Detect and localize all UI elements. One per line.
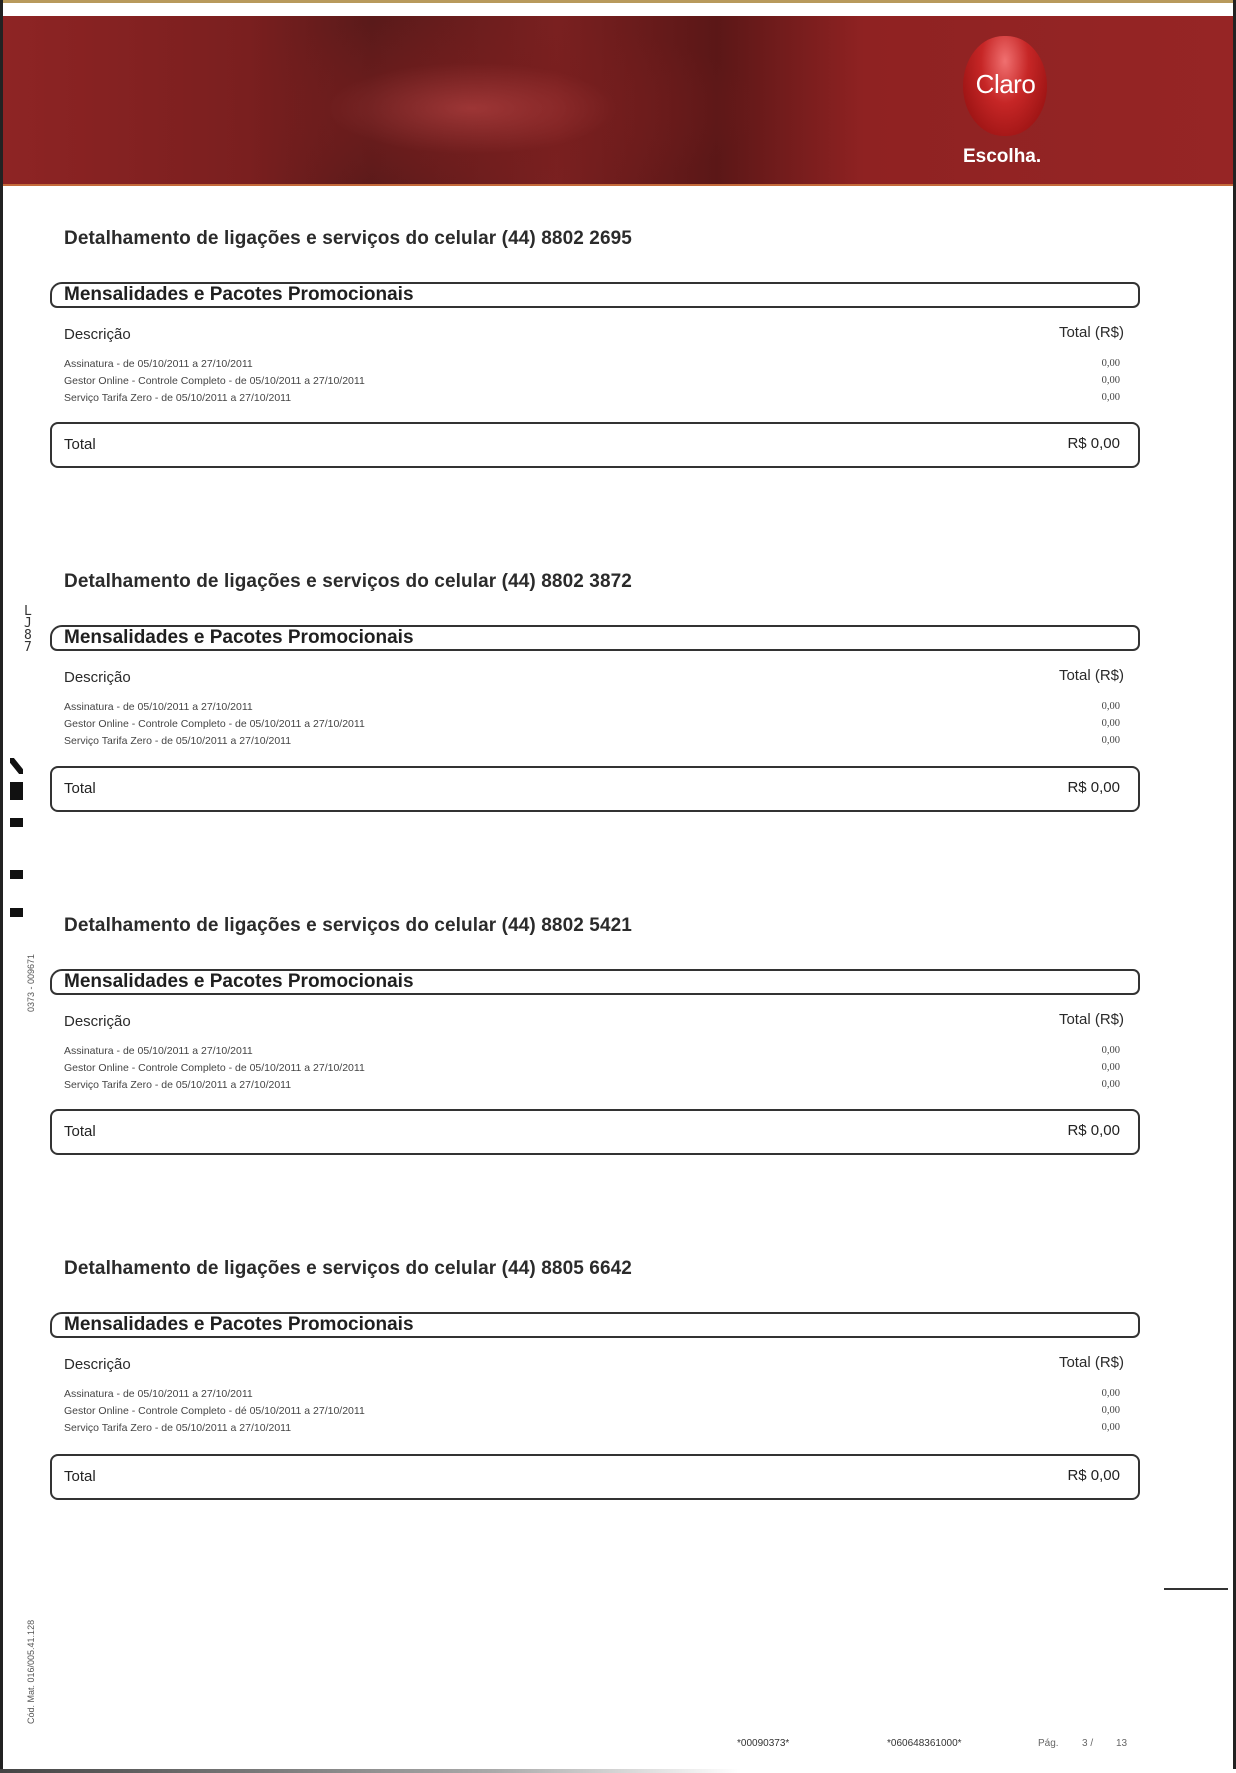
total-value: R$ 0,00 <box>1067 1467 1120 1484</box>
package-header-box <box>50 969 1140 995</box>
total-label: Total <box>64 436 96 453</box>
phone-number: (44) 8802 2695 <box>501 228 632 249</box>
item-value: 0,00 <box>1101 1405 1120 1416</box>
description-header: Descrição <box>64 1356 131 1373</box>
total-label: Total <box>64 1123 96 1140</box>
total-label: Total <box>64 1468 96 1485</box>
item-value: 0,00 <box>1101 718 1120 729</box>
total-value: R$ 0,00 <box>1067 1122 1120 1139</box>
item-value: 0,00 <box>1101 375 1120 386</box>
total-box <box>50 422 1140 468</box>
total-label: Total <box>64 780 96 797</box>
margin-mark <box>10 908 23 917</box>
package-title: Mensalidades e Pacotes Promocionais <box>64 284 414 305</box>
scan-top-edge <box>0 0 1236 3</box>
total-header: Total (R$) <box>1058 1354 1124 1371</box>
package-header-box <box>50 625 1140 651</box>
item-value: 0,00 <box>1101 1388 1120 1399</box>
item-value: 0,00 <box>1101 701 1120 712</box>
margin-mark <box>10 782 23 800</box>
item-description: Serviço Tarifa Zero - de 05/10/2011 a 27/10/2011 <box>64 392 292 404</box>
tagline: Escolha. <box>963 146 1042 167</box>
scan-left-edge <box>0 0 3 1773</box>
description-header: Descrição <box>64 326 131 343</box>
item-value: 0,00 <box>1101 1079 1120 1090</box>
total-header: Total (R$) <box>1058 667 1124 684</box>
total-header: Total (R$) <box>1058 324 1124 341</box>
item-value: 0,00 <box>1101 358 1120 369</box>
package-title: Mensalidades e Pacotes Promocionais <box>64 971 414 992</box>
section-title: Detalhamento de ligações e serviços do celular (44) 8802 3872 <box>64 571 632 592</box>
description-header: Descrição <box>64 669 131 686</box>
section-title: Detalhamento de ligações e serviços do celular (44) 8802 2695 <box>64 228 632 249</box>
item-description: Assinatura - de 05/10/2011 a 27/10/2011 <box>64 1388 253 1400</box>
footer-code-2: *060648361000* <box>887 1738 962 1749</box>
total-box <box>50 766 1140 812</box>
total-box <box>50 1109 1140 1155</box>
item-value: 0,00 <box>1101 1045 1120 1056</box>
header-banner <box>3 16 1233 186</box>
margin-mark <box>10 818 23 827</box>
package-header-box <box>50 1312 1140 1338</box>
total-header: Total (R$) <box>1058 1011 1124 1028</box>
total-box <box>50 1454 1140 1500</box>
total-value: R$ 0,00 <box>1067 435 1120 452</box>
logo-text: Claro <box>975 69 1036 99</box>
item-description: Assinatura - de 05/10/2011 a 27/10/2011 <box>64 701 253 713</box>
scan-bottom-edge <box>0 1769 1236 1773</box>
item-description: Gestor Online - Controle Completo - de 05/10/2011 a 27/10/2011 <box>64 1062 365 1074</box>
banner-photo <box>233 16 763 184</box>
margin-mark <box>10 870 23 879</box>
item-description: Gestor Online - Controle Completo - de 05/10/2011 a 27/10/2011 <box>64 375 365 387</box>
item-description: Assinatura - de 05/10/2011 a 27/10/2011 <box>64 358 253 370</box>
phone-number: (44) 8805 6642 <box>501 1258 632 1279</box>
page-total: 13 <box>1116 1738 1128 1749</box>
footer-code-1: *00090373* <box>737 1738 790 1749</box>
total-value: R$ 0,00 <box>1067 779 1120 796</box>
material-code: Cód. Mat. 016/005.41.128 <box>26 1619 36 1724</box>
package-title: Mensalidades e Pacotes Promocionais <box>64 1314 414 1335</box>
margin-rule <box>1164 1588 1228 1590</box>
item-value: 0,00 <box>1101 735 1120 746</box>
phone-number: (44) 8802 5421 <box>501 915 632 936</box>
margin-mark <box>10 758 23 774</box>
page-label: Pág. <box>1038 1738 1059 1749</box>
item-description: Gestor Online - Controle Completo - dé 05/10/2011 a 27/10/2011 <box>64 1405 365 1417</box>
item-description: Assinatura - de 05/10/2011 a 27/10/2011 <box>64 1045 253 1057</box>
item-value: 0,00 <box>1101 392 1120 403</box>
section-title: Detalhamento de ligações e serviços do celular (44) 8802 5421 <box>64 915 632 936</box>
item-description: Serviço Tarifa Zero - de 05/10/2011 a 27/10/2011 <box>64 735 292 747</box>
description-header: Descrição <box>64 1013 131 1030</box>
package-title: Mensalidades e Pacotes Promocionais <box>64 627 414 648</box>
section-title: Detalhamento de ligações e serviços do celular (44) 8805 6642 <box>64 1258 632 1279</box>
item-description: Gestor Online - Controle Completo - de 05/10/2011 a 27/10/2011 <box>64 718 365 730</box>
item-value: 0,00 <box>1101 1062 1120 1073</box>
margin-serial: 0373 - 009671 <box>26 953 36 1012</box>
page-current: 3 / <box>1082 1738 1094 1749</box>
margin-code: LJ87 <box>24 604 32 655</box>
item-description: Serviço Tarifa Zero - de 05/10/2011 a 27/10/2011 <box>64 1422 292 1434</box>
package-header-box <box>50 282 1140 308</box>
item-description: Serviço Tarifa Zero - de 05/10/2011 a 27/10/2011 <box>64 1079 292 1091</box>
phone-number: (44) 8802 3872 <box>501 571 632 592</box>
item-value: 0,00 <box>1101 1422 1120 1433</box>
